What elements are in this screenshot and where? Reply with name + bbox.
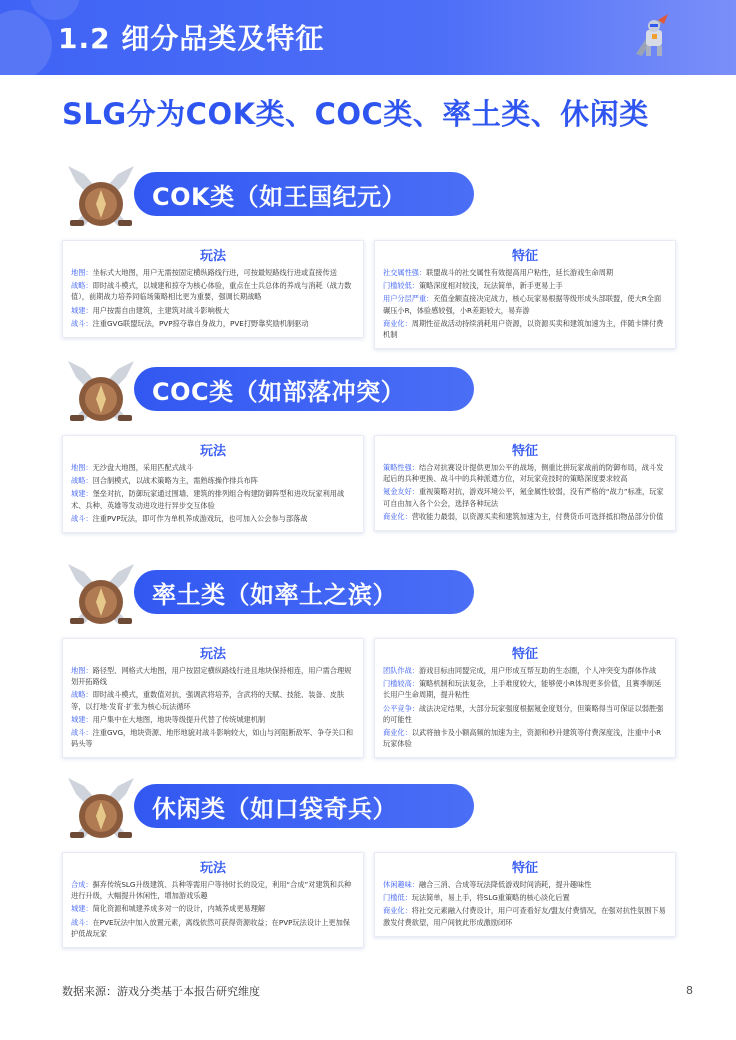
card-title: 玩法 <box>199 861 226 876</box>
page-title: 1.2 细分品类及特征 <box>58 22 325 55</box>
shield-crossed-swords-icon <box>62 355 140 433</box>
list-item: 合成：摒弃传统SLG升级建筑、兵种等需用户等待时长的设定，利用“合成”对建筑和兵种进行升级，大幅提升休闲性，增加游戏乐趣 <box>71 880 352 901</box>
list-item: 战略：即时战斗模式，以城建和掠夺为核心体验，重点在士兵总体的养成与消耗（战力数值），前期战力培养同临场策略相比更为重要，强调长期战略 <box>71 281 352 302</box>
shield-crossed-swords-icon <box>62 558 140 636</box>
list-item: 战略：回合制模式，以战术策略为主，需熟练操作排兵布阵 <box>71 476 258 486</box>
features-card <box>374 435 676 531</box>
list-item: 休闲趣味：融合三消、合成等玩法降低游戏时间消耗，提升趣味性 <box>383 880 592 889</box>
list-item: 公平竞争：战法决定结果，大部分玩家强度根据氪金度划分，但策略得当可保证以弱胜强的可能性 <box>383 703 664 724</box>
list-item: 策略性强：结合对抗赛设计提供更加公平的战场，侧重比拼玩家战前的防御布局，战斗发起后的兵种更换、战斗中的兵种派遣方位，对玩家竞技时的策略深度要求较高 <box>383 463 664 484</box>
features-card <box>374 852 676 937</box>
header-decoration-circle <box>0 10 52 75</box>
main-headline: SLG分为COK类、COC类、率土类、休闲类 <box>62 97 649 131</box>
data-source-note: 数据来源：游戏分类基于本报告研究维度 <box>62 985 260 998</box>
card-title: 玩法 <box>199 647 226 662</box>
shield-crossed-swords-icon <box>62 772 140 850</box>
list-item: 商业化：周期性征战活动持续消耗用户资源，以资源买卖和建筑加速为主，伴随卡牌付费机制 <box>383 318 664 340</box>
list-item: 社交属性强：联盟战斗的社交属性有效提高用户粘性，延长游戏生命周期 <box>383 268 614 277</box>
list-item: 战略：即时战斗模式，重数值对抗，强调武将培养，含武将的天赋、技能、装备、皮肤等，以打地·发育·扩张为核心玩法循环 <box>71 690 345 711</box>
list-item: 地图：无沙盘大地图，采用匹配式战斗 <box>71 463 194 472</box>
list-item: 战斗：注重PVP玩法，即可作为单机养成游戏玩，也可加入公会参与部落战 <box>71 513 308 523</box>
card-title: 玩法 <box>199 444 226 459</box>
list-item: 战斗：注重GVG联盟玩法，PVP掠夺靠自身战力，PVE打野靠奖励机制驱动 <box>71 318 309 328</box>
page-number: 8 <box>686 984 693 997</box>
gameplay-card <box>62 638 364 758</box>
list-item: 团队作战：游戏目标由同盟完成，用户形成互帮互助的生态圈，个人冲突变为群体作战 <box>383 666 657 675</box>
list-item: 商业化：将社交元素融入付费设计，用户可查看好友/盟友付费情况，在强对抗性氛围下易激发付费欲望，用户间彼此形成激励闭环 <box>383 906 666 927</box>
card-title: 特征 <box>511 249 538 264</box>
card-title: 特征 <box>511 444 538 459</box>
list-item: 城建：用户按需自由建筑，主建筑对战斗影响极大 <box>71 305 230 315</box>
list-item: 商业化：营收能力最弱，以资源买卖和建筑加速为主，付费货币可选择抵扣物品部分价值 <box>383 511 664 521</box>
robot-mascot-icon <box>628 12 678 62</box>
section-title-pill: COC类（如部落冲突） <box>134 367 474 411</box>
gameplay-card <box>62 435 364 533</box>
list-item: 门槛较低：策略深度相对较浅，玩法简单，新手更易上手 <box>383 281 563 291</box>
list-item: 战斗：注重GVG，地块资源、地形地貌对战斗影响较大，如山与河阻断敌军、争夺关口和码头等 <box>71 728 354 749</box>
list-item: 城建：简化资源和城建养成多对一的设计，内城养成更易理解 <box>71 904 266 914</box>
gameplay-card <box>62 852 364 948</box>
list-item: 战斗：在PVE玩法中加入放置元素，离线依然可获得资源收益；在PVP玩法设计上更加保护低战玩家 <box>71 917 350 938</box>
list-item: 城建：用户集中在大地图，地块等级提升代替了传统城建机制 <box>71 714 266 724</box>
card-title: 特征 <box>511 647 538 662</box>
page-header <box>0 0 736 75</box>
features-card <box>374 240 676 349</box>
list-item: 氪金友好：重视策略对抗，游戏环境公平，氪金属性较弱，没有严格的“战力”标准，玩家可自由加入各个公会，选择各种玩法 <box>383 487 664 508</box>
list-item: 商业化：以武将抽卡及小额高频的加速为主，资源和秒升建筑等付费深度浅，注重中小R玩家体验 <box>383 728 662 749</box>
list-item: 地图：坐标式大地图，用户无需按固定横纵路线行进，可按最短路线行进或直接传送 <box>71 268 337 277</box>
shield-crossed-swords-icon <box>62 160 140 238</box>
section-title-pill: 率土类（如率土之滨） <box>134 570 474 614</box>
card-title: 特征 <box>511 861 538 876</box>
section-title-pill: 休闲类（如口袋奇兵） <box>134 784 474 828</box>
list-item: 用户分层严重：充值金额直接决定战力，核心玩家易根据等级形成头部联盟，使大R全面碾压小R，体验感较强，小R差距较大，易弃游 <box>383 294 662 315</box>
list-item: 门槛低：玩法简单，易上手，将SLG重策略的核心淡化后置 <box>383 893 570 903</box>
list-item: 地图：路径型、网格式大地图，用户按固定横纵路线行进且地块保持相连，用户需合理规划开拓路线 <box>71 666 352 687</box>
section-title-pill: COK类（如王国纪元） <box>134 172 474 216</box>
card-title: 玩法 <box>199 249 226 264</box>
list-item: 门槛较高：策略机制和玩法复杂，上手难度较大，能够使小R体现更多价值，且赛季制延长用户生命周期，提升粘性 <box>383 679 662 700</box>
features-card <box>374 638 676 758</box>
list-item: 城建：堡垒对抗，防御玩家通过围墙、建筑的排列组合构建防御阵型和进攻玩家利用战术、兵种、英雄等发动进攻进行异步交互体验 <box>71 489 345 510</box>
gameplay-card <box>62 240 364 338</box>
